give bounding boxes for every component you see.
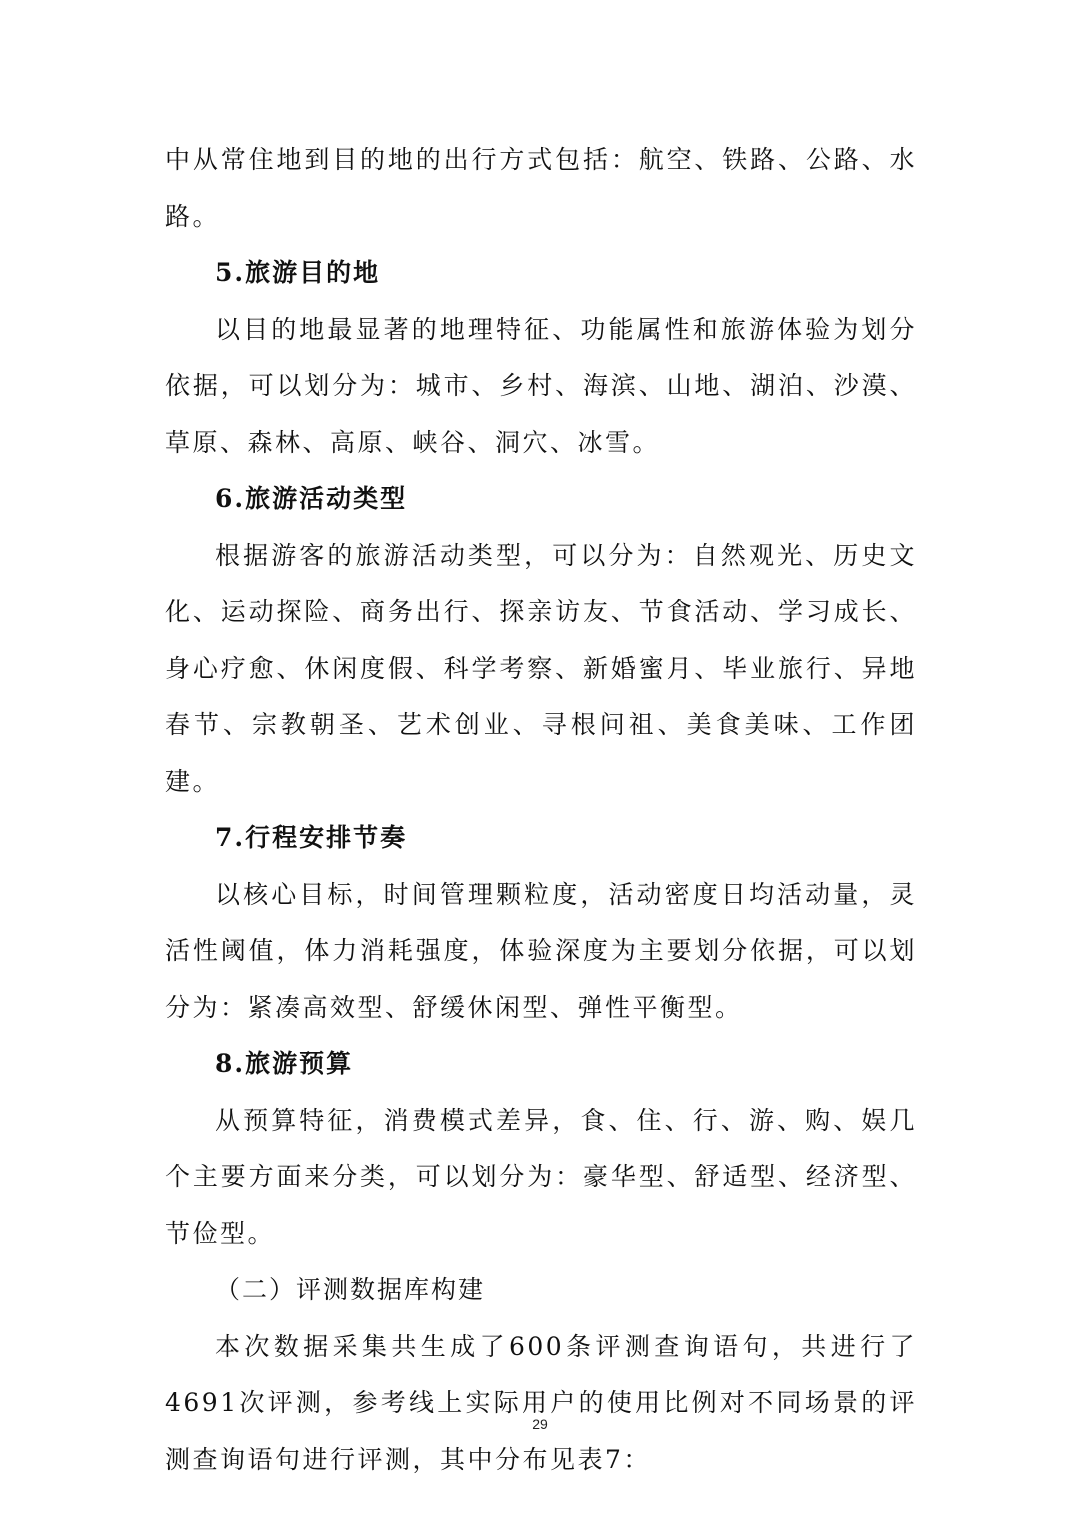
section-subheading-eval-database: （二）评测数据库构建 — [215, 1275, 486, 1304]
paragraph-destination: 以目的地最显著的地理特征、功能属性和旅游体验为划分依据，可以划分为：城市、乡村、海滨、山地、湖泊、沙漠、草原、森林、高原、峡谷、洞穴、冰雪。 — [165, 314, 917, 457]
section-heading-activity-type: 6.旅游活动类型 — [215, 484, 408, 513]
paragraph-continued: 中从常住地到目的地的出行方式包括：航空、铁路、公路、水路。 — [165, 145, 917, 231]
section-heading-budget: 8.旅游预算 — [215, 1049, 354, 1078]
page-number: 29 — [532, 1416, 548, 1432]
paragraph-itinerary-pace: 以核心目标，时间管理颗粒度，活动密度日均活动量，灵活性阈值，体力消耗强度，体验深度为主要划分依据，可以划分为：紧凑高效型、舒缓休闲型、弹性平衡型。 — [165, 879, 917, 1022]
section-heading-itinerary-pace: 7.行程安排节奏 — [215, 823, 408, 852]
paragraph-eval-database: 本次数据采集共生成了600条评测查询语句，共进行了4691次评测，参考线上实际用户的使用比例对不同场景的评测查询语句进行评测，其中分布见表7： — [165, 1331, 917, 1474]
page-body — [165, 132, 917, 1488]
paragraph-budget: 从预算特征，消费模式差异，食、住、行、游、购、娱几个主要方面来分类，可以划分为：豪华型、舒适型、经济型、节俭型。 — [165, 1105, 917, 1248]
section-heading-destination: 5.旅游目的地 — [215, 258, 381, 287]
paragraph-activity-type: 根据游客的旅游活动类型，可以分为：自然观光、历史文化、运动探险、商务出行、探亲访友、节食活动、学习成长、身心疗愈、休闲度假、科学考察、新婚蜜月、毕业旅行、异地春节、宗教朝圣、艺术创业、寻根问祖、美食美味、工作团建。 — [165, 540, 917, 796]
